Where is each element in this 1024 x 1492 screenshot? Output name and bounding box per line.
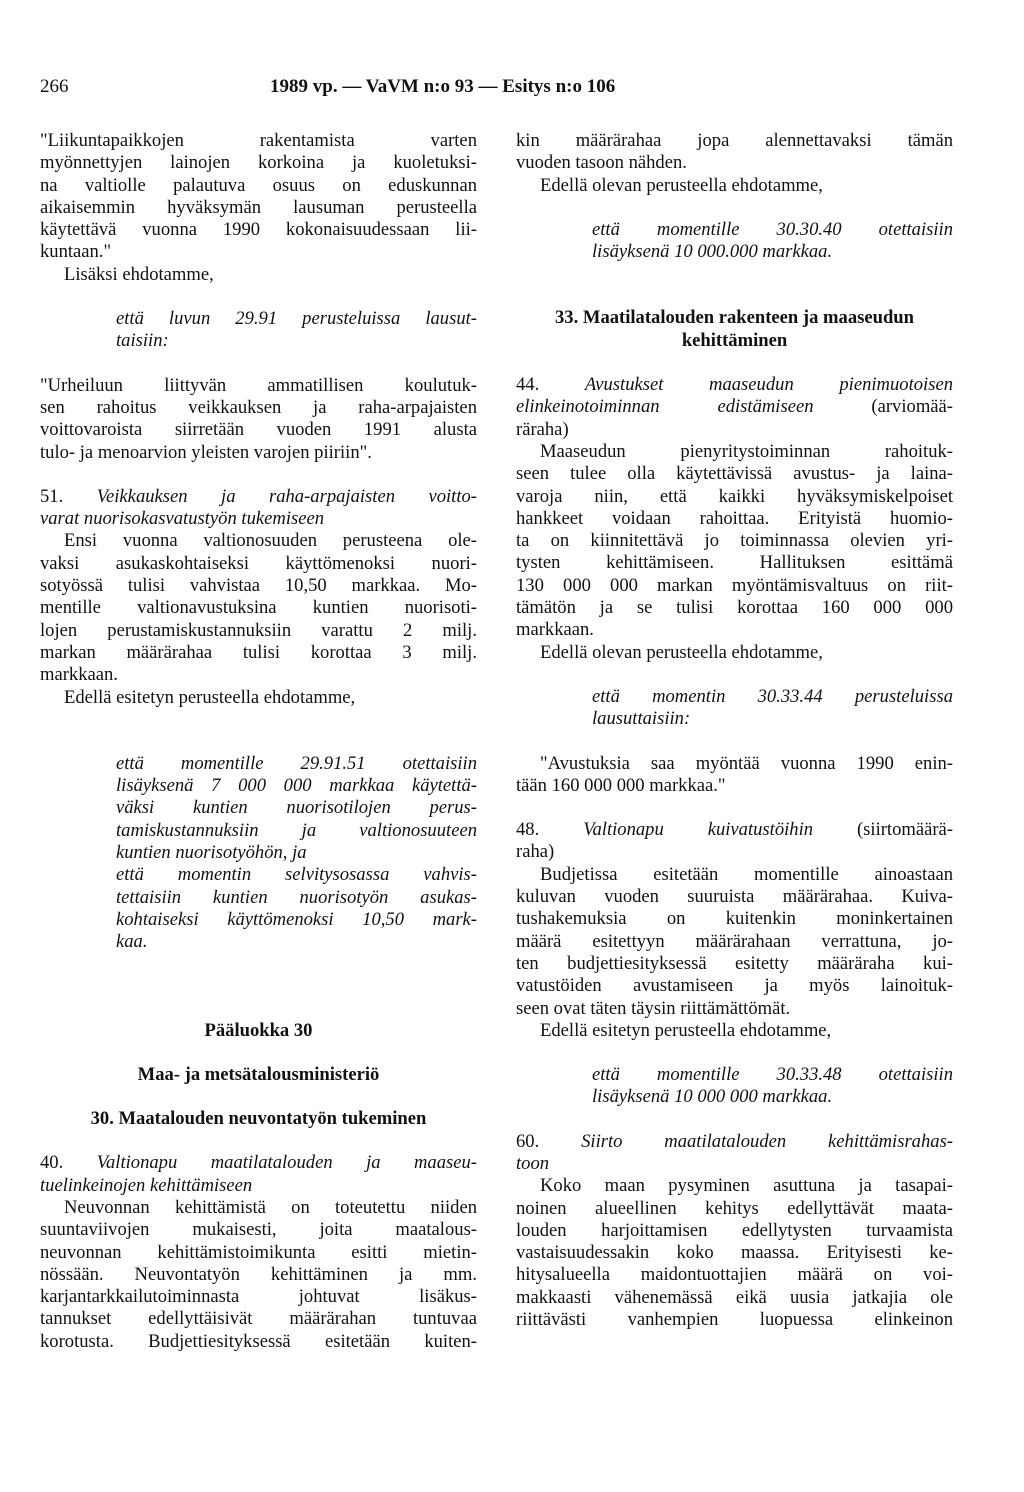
item-title: elinkeinotoiminnan edistämiseen [516,396,814,418]
proposal-line: kuntien nuorisotyöhön, ja [116,842,307,864]
proposal-line: väksi kuntien nuorisotilojen perus- [116,797,477,819]
text-line: tannukset edellyttäisivät määrärahan tuntuvaa [40,1308,477,1330]
text-line: korotusta. Budjettiesityksessä esitetään kuiten- [40,1330,477,1352]
text-line: varoja niin, että kaikki hyväksymiskelpoiset [516,485,953,507]
chapter-heading-line: 33. Maatilatalouden rakenteen ja maaseudun [555,307,914,329]
text-line: hitysalueella maidontuottajien määrä on voi- [516,1264,953,1286]
text-line: määrä esitettyyn määrärahaan verrattuna, jo- [516,930,953,952]
proposal-line: että momentin selvitysosassa vahvis- [116,864,477,886]
text-line: voittovaroista siirretään vuoden 1991 alusta [40,419,477,441]
text-line: vuoden tasoon nähden. [516,152,687,174]
text-line: seen tulee olla käytettävissä avustus- ja laina- [516,463,953,485]
text-line: tulo- ja menoarvion yleisten varojen piiriin". [40,441,372,463]
item-number: 44. [516,374,540,396]
text-line: Koko maan pysyminen asuttuna ja tasapai- [540,1175,953,1197]
quote-avustukset [516,753,953,798]
text-line: myönnettyjen lainojen korkoina ja kuoletuksi- [40,152,477,174]
proposal-momentti-30-30-40 [516,219,953,264]
text-line: markan määrärahaa tulisi korottaa 3 milj. [40,641,477,663]
item-number: 51. [40,485,64,507]
proposal-line: että luvun 29.91 perusteluissa lausut- [116,308,477,330]
proposal-line: lisäyksenä 7 000 000 markkaa käytettä- [116,775,477,797]
text-line: tushakemuksia on kuitenkin moninkertainen [516,908,953,930]
text-line: karjantarkkailutoiminnasta johtuvat lisäkus- [40,1286,477,1308]
text-line: na valtiolle palautuva osuus on eduskunnan [40,174,477,196]
item-title: varat nuorisokasvatustyön tukemiseen [40,508,325,530]
text-line: markkaan. [40,664,118,686]
chapter-heading-line: kehittäminen [681,329,788,351]
item-title: toon [516,1152,550,1174]
chapter-heading: 30. Maatalouden neuvontatyön tukeminen [90,1108,427,1130]
text-line: Maaseudun pienyritystoiminnan rahoituk- [540,440,953,462]
text-line: kin määrärahaa jopa alennettavaksi tämän [516,130,953,151]
text-line: makkaasti vähenemässä eikä uusia jatkajia ole [516,1286,953,1308]
proposal-momentti-30-33-44 [516,686,953,731]
text-line: seen ovat täten täysin riittämättömät. [516,997,791,1019]
text-line: aikaisemmin hyväksymän lausuman perusteella [40,196,477,218]
proposal-line: kaa. [116,931,148,953]
item-heading [40,486,477,508]
proposal-intro: Edellä olevan perusteella ehdotamme, [540,641,823,663]
item-title: Valtionapu kuivatustöihin [583,819,814,841]
text-line: Ensi vuonna valtionosuuden perusteena ole- [64,530,477,552]
proposal-intro: Edellä esitetyn perusteella ehdotamme, [64,686,356,708]
text-line: Neuvonnan kehittämistä on toteutettu niiden [64,1196,477,1218]
proposal-line: että momentille 30.30.40 otettaisiin [592,218,953,240]
item-title: Siirto maatilatalouden kehittämisrahas- [581,1130,953,1152]
running-head: 1989 vp. — VaVM n:o 93 — Esitys n:o 106 [270,76,616,97]
item-heading [516,396,953,418]
text-line: markkaan. [516,619,594,641]
proposal-momentti-29-91-51 [40,753,477,954]
ministry-heading: Maa- ja metsätalousministeriö [137,1063,380,1085]
text-line: 130 000 000 markan myöntämisvaltuus on riit- [516,574,953,596]
proposal-line: lisäyksenä 10 000 000 markkaa. [592,1086,833,1108]
item-title: Avustukset maaseudun pienimuotoisen [584,374,953,396]
text-line: hankkeet voidaan rahoittaa. Erityistä huomio- [516,507,953,529]
proposal-momentti-30-33-48 [516,1064,953,1109]
text-line: kuntaan." [40,241,112,263]
item-40 [40,1152,477,1353]
text-line: sotyössä tulisi vahvistaa 10,50 markkaa. Mo- [40,575,477,597]
proposal-line: lausuttaisiin: [592,708,691,730]
item-number: 60. [516,1130,540,1152]
quote-urheilu [40,375,477,464]
proposal-luku-29-91 [40,308,477,353]
item-60 [516,1131,953,1332]
text-line: kuluvan vuoden suuruista määrärahaa. Kuiva- [516,886,953,908]
proposal-line: että momentille 29.91.51 otettaisiin [116,752,477,774]
proposal-line: taisiin: [116,330,169,352]
text-line: suuntaviivojen mukaisesti, joita maatalous- [40,1219,477,1241]
proposal-intro: Lisäksi ehdotamme, [64,263,214,285]
chapter-heading [516,307,953,352]
main-class-heading: Pääluokka 30 [204,1019,313,1041]
text-line: neuvonnan kehittämistoimikunta esitti mietin- [40,1241,477,1263]
text-line: sen rahoitus veikkauksen ja raha-arpajaisten [40,396,477,418]
proposal-line: tettaisiin kuntien nuorisotyön asukas- [116,886,477,908]
proposal-line: lisäyksenä 10 000.000 markkaa. [592,241,833,263]
item-type: (siirtomäärä- [813,819,953,841]
item-title: Valtionapu maatilatalouden ja maaseu- [96,1152,477,1174]
page-header [40,76,1000,102]
item-heading [516,819,953,841]
text-line: vastaisuudessakin koko maassa. Erityisesti ke- [516,1242,953,1264]
proposal-line: että momentille 30.33.48 otettaisiin [592,1064,953,1086]
item-number: 40. [40,1152,64,1174]
text-line: ta on kiinnitettävä jo toiminnassa olevien yri- [516,530,953,552]
text-line: ten budjettiesityksessä esitetty määräraha kui- [516,952,953,974]
item-type: (arviomää- [813,396,953,418]
text-line: riittävästi vanhempien luopuessa elinkeinon [516,1309,953,1331]
proposal-intro: Edellä olevan perusteella ehdotamme, [540,174,823,196]
text-line: "Avustuksia saa myöntää vuonna 1990 enin- [540,752,953,774]
item-51 [40,486,477,709]
item-title: Veikkauksen ja raha-arpajaisten voitto- [96,485,477,507]
item-48 [516,819,953,1042]
text-line: nössään. Neuvontatyön kehittäminen ja mm. [40,1263,477,1285]
page-number: 266 [40,76,69,97]
item-heading [516,1131,953,1153]
item-heading [516,374,953,396]
text-line: louden harjoittamisen edellytysten turvaamista [516,1219,953,1241]
text-line: mentille valtionavustuksina kuntien nuorisoti- [40,597,477,619]
text-line: "Urheiluun liittyvän ammatillisen koulutuk- [40,374,477,396]
text-line: noinen alueellinen kehitys edellyttävät maata- [516,1197,953,1219]
proposal-intro: Edellä esitetyn perusteella ehdotamme, [540,1019,832,1041]
proposal-line: että momentin 30.33.44 perusteluissa [592,685,953,707]
text-line: tämätön ja se tulisi korottaa 160 000 000 [516,597,953,619]
proposal-line: kohtaiseksi käyttömenoksi 10,50 mark- [116,908,477,930]
item-type: räraha) [516,418,569,440]
text-line: käytettävä vuonna 1990 kokonaisuudessaan lii- [40,219,477,241]
item-number: 48. [516,819,540,841]
text-line: tysten kehittämiseen. Hallituksen esittämä [516,552,953,574]
text-line: Budjetissa esitetään momentille ainoastaan [540,863,953,885]
proposal-line: tamiskustannuksiin ja valtionosuuteen [116,819,477,841]
text-line: "Liikuntapaikkojen rakentamista varten [40,130,477,151]
right-column [516,130,953,1331]
item-type: raha) [516,841,555,863]
text-line: vatustöiden avustamiseen ja myös lainoituk- [516,975,953,997]
item-44 [516,374,953,664]
text-line: vaksi asukaskohtaiseksi käyttömenoksi nuori- [40,552,477,574]
text-line: lojen perustamiskustannuksiin varattu 2 milj. [40,619,477,641]
quote-liikuntapaikat [40,130,477,264]
text-line: tään 160 000 000 markkaa." [516,774,726,796]
item-title: tuelinkeinojen kehittämiseen [40,1174,253,1196]
left-column [40,130,477,1353]
item-heading [40,1152,477,1174]
